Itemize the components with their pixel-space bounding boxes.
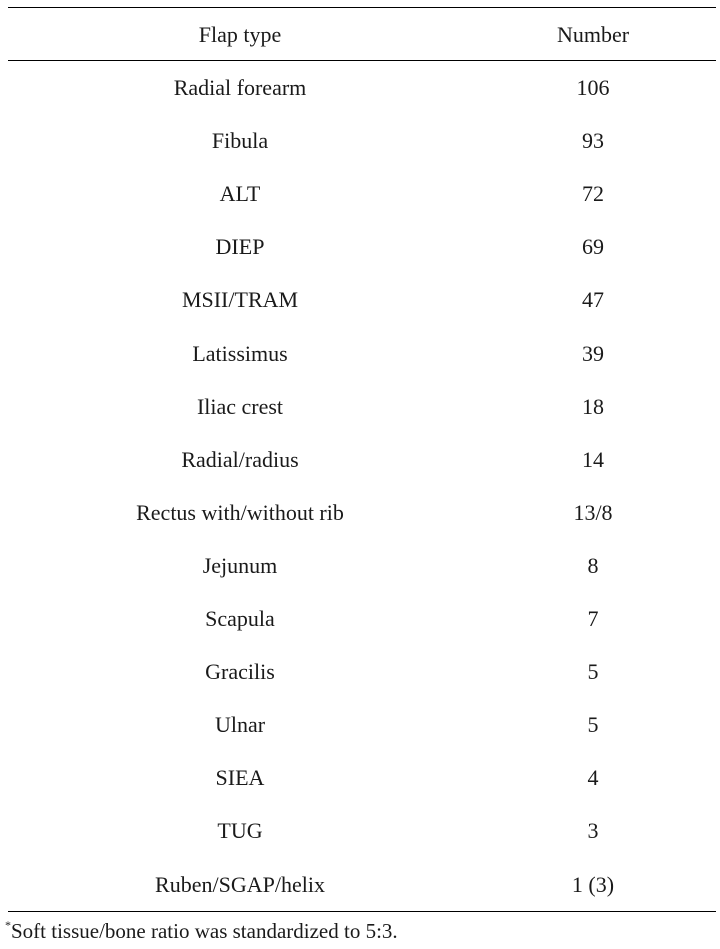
table-header-row (0, 8, 720, 61)
table-row (0, 433, 720, 486)
cell-number: 5 (587, 659, 599, 685)
cell-flap-type: TUG (217, 818, 263, 844)
table-row (0, 539, 720, 592)
table-row (0, 645, 720, 698)
cell-flap-type: SIEA (215, 765, 265, 791)
table-row (0, 858, 720, 911)
table-row (0, 380, 720, 433)
footnote-text: Soft tissue/bone ratio was standardized to 5:3. (11, 919, 398, 943)
cell-number: 4 (587, 765, 599, 791)
cell-number: 8 (587, 552, 599, 578)
cell-number: 1 (3) (571, 871, 615, 897)
table-row (0, 273, 720, 326)
table-row (0, 220, 720, 273)
cell-flap-type: Ruben/SGAP/helix (155, 871, 325, 897)
cell-number: 69 (582, 234, 604, 260)
table-row (0, 167, 720, 220)
cell-number: 39 (582, 340, 604, 366)
cell-flap-type: Iliac crest (196, 393, 284, 419)
footnote-marker: * (5, 918, 11, 932)
cell-number: 18 (582, 393, 604, 419)
cell-flap-type: Radial forearm (173, 75, 307, 100)
table-row (0, 751, 720, 804)
cell-flap-type: Latissimus (192, 340, 288, 366)
cell-flap-type: Ulnar (214, 712, 266, 738)
cell-number: 5 (587, 712, 599, 738)
table-row (0, 114, 720, 167)
table-row (0, 698, 720, 751)
cell-flap-type: MSII/TRAM (181, 287, 299, 313)
table-footnote (5, 916, 398, 946)
table-row (0, 486, 720, 539)
table-row (0, 61, 720, 114)
cell-number: 13/8 (573, 499, 613, 525)
header-number: Number (556, 22, 630, 47)
table-row (0, 327, 720, 380)
cell-number: 106 (576, 75, 610, 100)
cell-number: 93 (582, 128, 604, 154)
cell-flap-type: Fibula (211, 128, 269, 154)
cell-flap-type: Scapula (205, 606, 275, 631)
cell-flap-type: Radial/radius (181, 446, 299, 472)
cell-number: 14 (582, 446, 604, 472)
header-flap-type: Flap type (198, 22, 282, 47)
cell-flap-type: Rectus with/without rib (136, 499, 344, 525)
table-bottom-rule (8, 911, 716, 912)
cell-flap-type: DIEP (215, 234, 265, 260)
cell-number: 3 (587, 818, 599, 844)
cell-number: 7 (587, 606, 599, 631)
cell-number: 72 (582, 181, 604, 207)
cell-flap-type: Jejunum (202, 552, 278, 578)
cell-number: 47 (582, 287, 604, 313)
table-row (0, 804, 720, 857)
cell-flap-type: ALT (219, 181, 261, 207)
cell-flap-type: Gracilis (205, 659, 275, 685)
table-row (0, 592, 720, 645)
